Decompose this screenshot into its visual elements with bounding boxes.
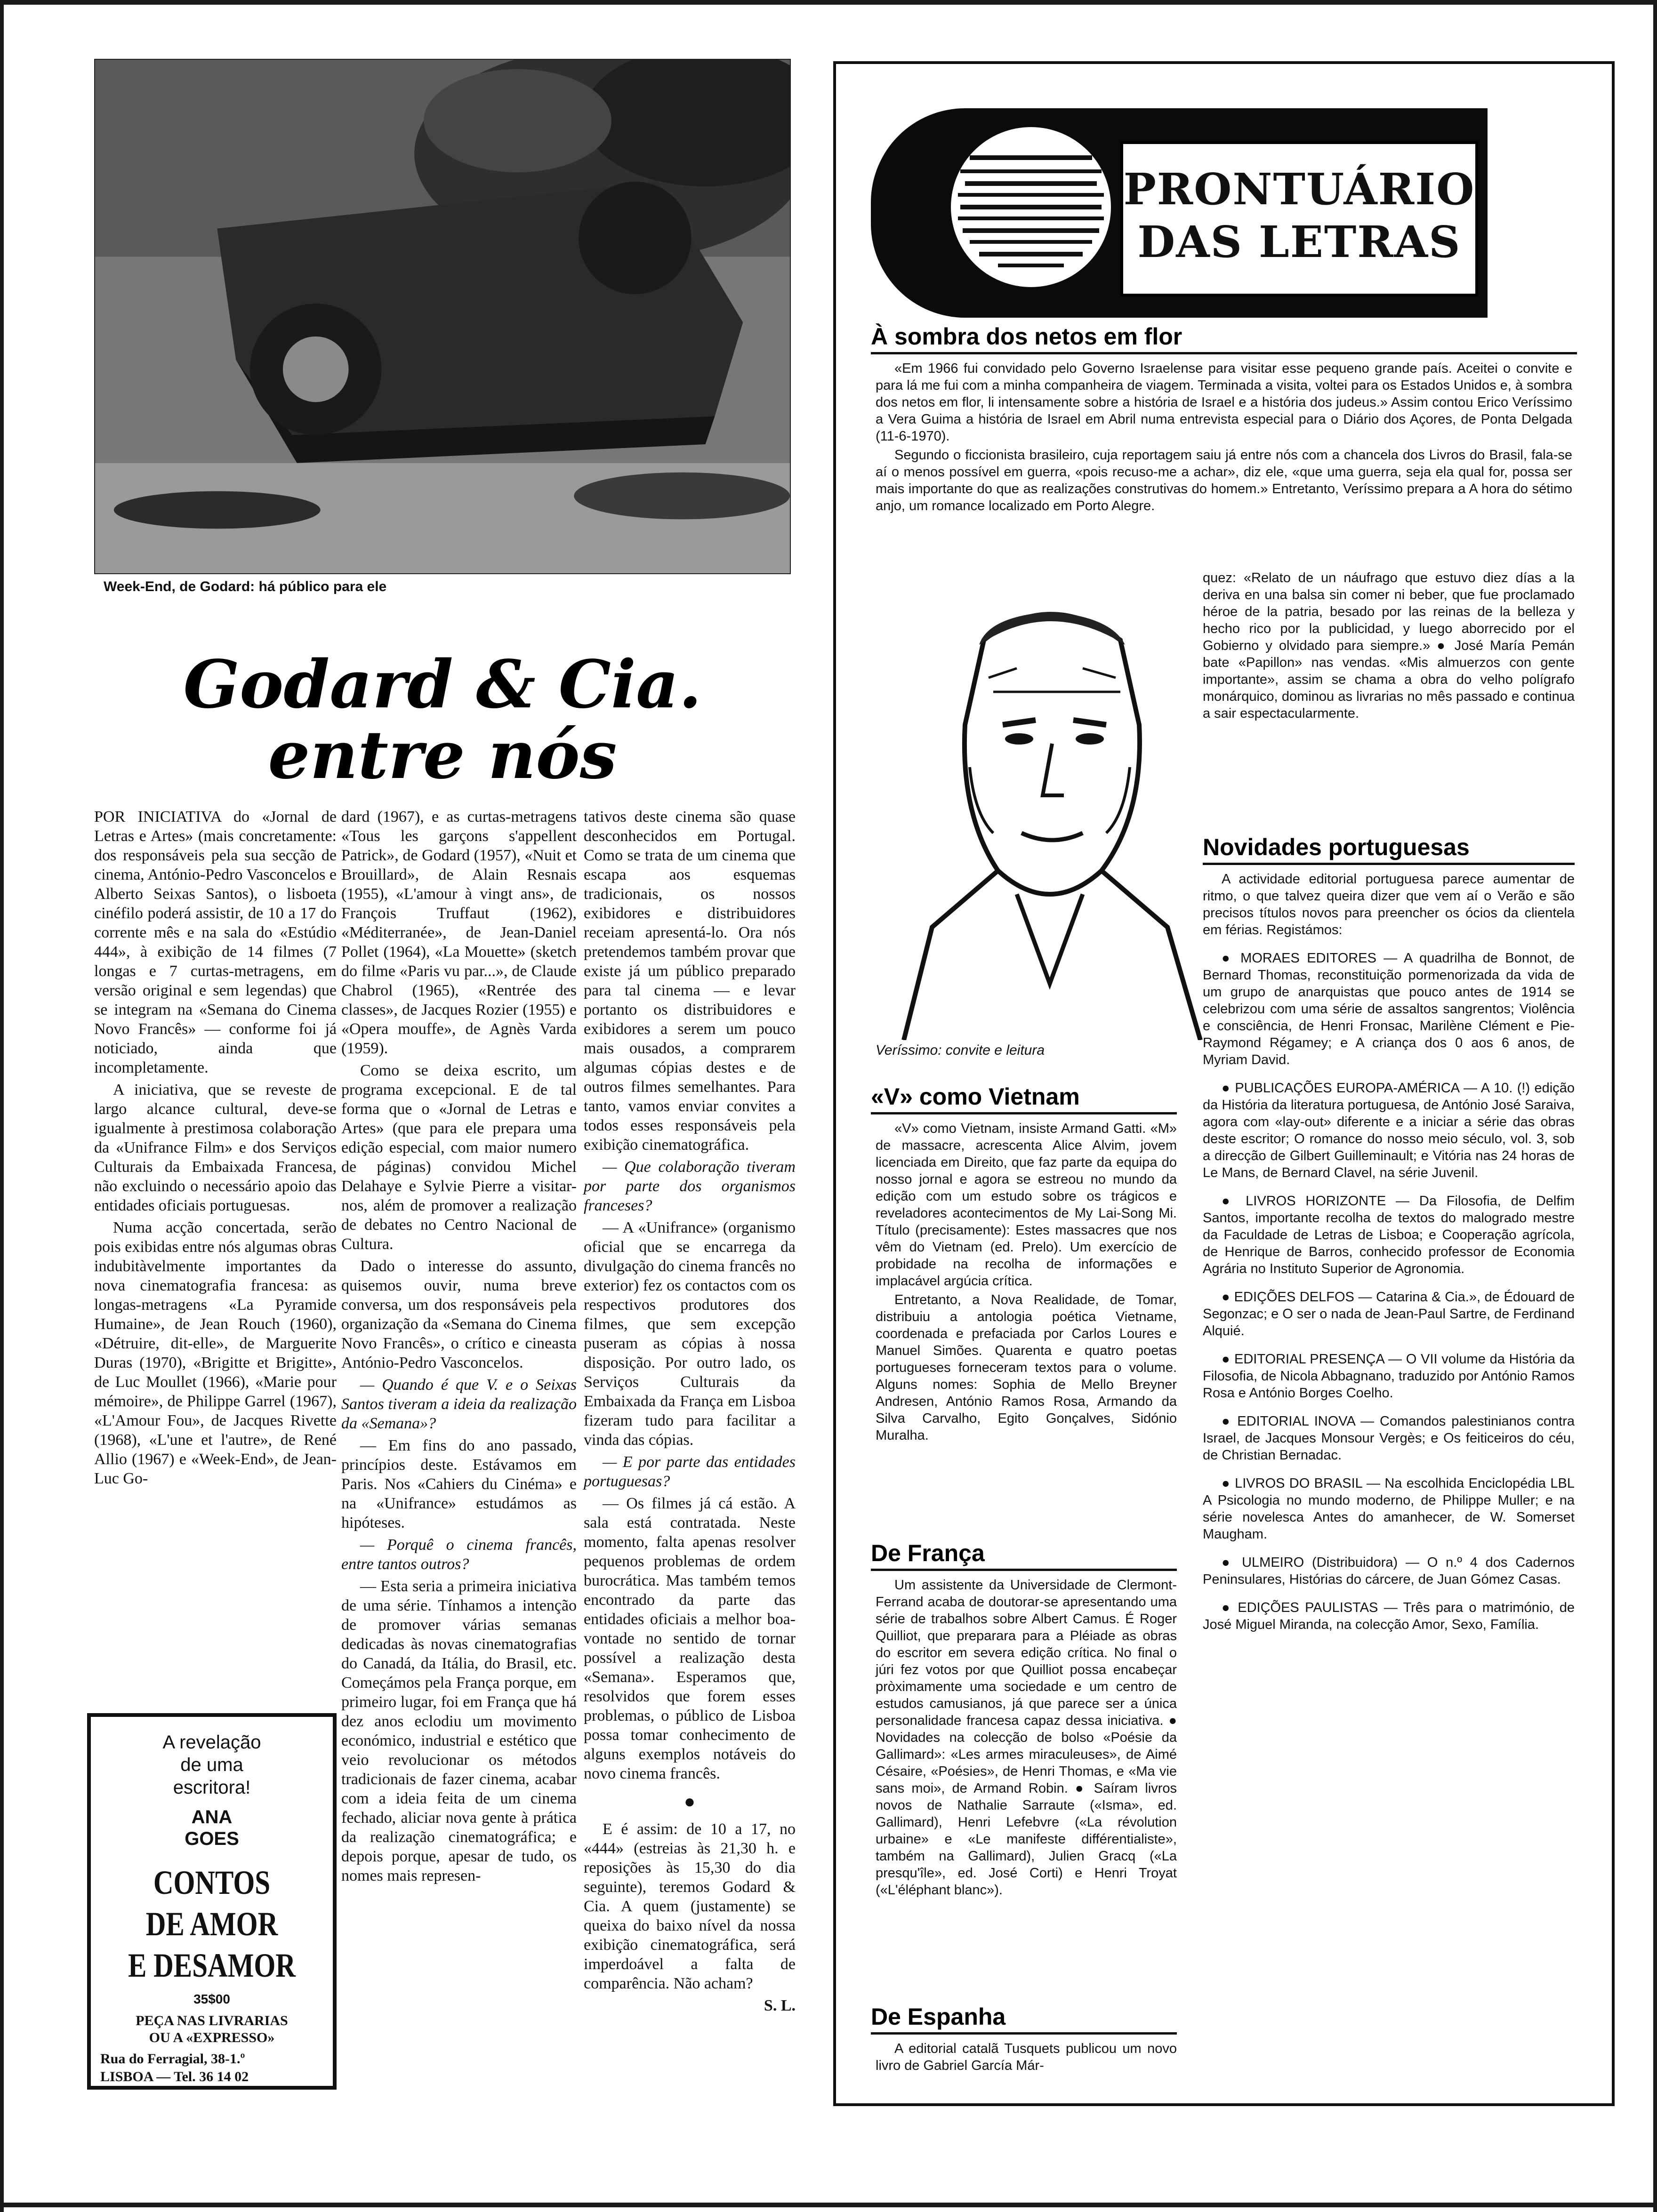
interview-question: — Porquê o cinema francês, entre tantos outros? — [341, 1536, 577, 1573]
article-paragraph: A iniciativa, que se reveste de largo alcance cultural, deve-se igualmente à prestimosa colaboração da «Unifrance Film» e dos Serviços Culturais da Embaixada Francesa, não excluindo o necessário apoio das entidades oficiais portuguesas. — [94, 1081, 337, 1214]
interview-question: — E por parte das entidades portuguesas? — [584, 1453, 796, 1490]
espanha-paragraph: A editorial catalã Tusquets publicou um novo livro de Gabriel García Már- — [876, 2041, 1177, 2073]
ad-address-2: LISBOA — Tel. 36 14 02 — [100, 2069, 249, 2084]
portrait-caption: Veríssimo: convite e leitura — [876, 1042, 1045, 1058]
section-rule — [1203, 863, 1575, 865]
ad-tagline-3: escritora! — [173, 1777, 251, 1798]
section-heading-novidades: Novidades portuguesas — [1203, 834, 1470, 860]
sombra-text — [876, 360, 1572, 516]
author-signature: S. L. — [764, 1997, 796, 2014]
vietnam-text — [876, 1120, 1177, 1446]
article-paragraph: Como se deixa escrito, um programa excepcional. E de tal forma que o «Jornal de Letras e Artes» (que para ele preparа uma edição especial, com maior numero de páginas) convidou Michel Delahaye e Sylvie Pierre a visitar-nos, além de promover a realização de debates no Centro Nacional de Cultura. — [341, 1062, 577, 1253]
ad-tagline-2: de uma — [180, 1755, 243, 1775]
interview-answer: — A «Unifrance» (organismo oficial que se encarrega da divulgação do cinema francês no exterior) fez os contactos com os respectivos produtores dos filmes, que sem excepção puseram as cópias à nossa disposição. Por outro lado, os Serviços Culturais da Embaixada da França em Lisboa fizeram tudo para facilitar a vinda das cópias. — [584, 1219, 796, 1449]
ad-author-first: ANA — [191, 1807, 233, 1827]
photo-caption: Week-End, de Godard: há público para ele — [104, 579, 387, 594]
article-paragraph: Dado o interesse do assunto, quisemos ouvir, numa breve conversa, um dos responsáveis pela organização da «Semana do Cinema Novo Francês», o crítico e cineasta António-Pedro Vasconcelos. — [341, 1258, 577, 1371]
novidades-item: ● EDITORIAL PRESENÇA — O VII volume da História da Filosofia, de Nicola Abbagnano, traduzido por António Ramos Rosa e António Borges Coelho. — [1203, 1352, 1575, 1401]
novidades-intro: A actividade editorial portuguesa parece aumentar de ritmo, o que talvez queira dizer que vem aí o Verão e são precisos títulos novos para preencher os ócios da clientela em férias. Registámos: — [1203, 872, 1575, 938]
page-bottom-rule — [0, 2203, 1657, 2207]
headline-line-2: entre nós — [268, 717, 617, 794]
ad-address-1: Rua do Ferragial, 38-1.º — [100, 2051, 245, 2067]
franca-text — [876, 1577, 1177, 1900]
interview-question: — Quando é que V. e o Seixas Santos tiveram a ideia da realização da «Semana»? — [341, 1376, 577, 1432]
section-heading-franca: De França — [871, 1540, 985, 1566]
ad-author-last: GOES — [185, 1828, 239, 1849]
article-column-3 — [584, 807, 796, 2018]
article-column-2 — [341, 807, 577, 1888]
article-headline — [94, 646, 791, 794]
book-advertisement — [87, 1713, 337, 2090]
section-separator-dot: ● — [684, 1791, 696, 1812]
sombra-paragraph: Segundo o ficcionista brasileiro, cuja reportagem saiu já entre nós com a chancela dos Livros do Brasil, fala-se aí o menos possível em guerra, «pois recuso-me a achar», diz ele, «que uma guerra, seja ela qual for, possa ser mais importante do que as realizações construtivas do homem.» Entretanto, Veríssimo prepara a A hora do sétimo anjo, um romance localizado em Porto Alegre. — [876, 448, 1572, 513]
page-right-edge — [1653, 0, 1657, 2212]
peman-text — [1203, 569, 1575, 724]
article-paragraph: Numa acção concertada, serão pois exibidas entre nós algumas obras indubitàvelmente importantes da nova cinematografia francesa: as longas-metragens «La Pyramide Humaine», de Jean Rouch (1960), «Détruire, dit-elle», de Marguerite Duras (1970), «Brigitte et Brigitte», de Luc Moullet (1966), «Marie pour mémoire», de Philippe Garrel (1967), «L'Amour Fou», de Jacques Rivette (1968), «L'une et l'autre», de René Allio (1967) e «Week-End», de Jean-Luc Go- — [94, 1219, 337, 1487]
franca-paragraph: Um assistente da Universidade de Clermont-Ferrand acaba de doutorar-se apresentando uma série de trabalhos sobre Albert Camus. É Roger Quilliot, que preparara para a Pléiade as obras do escritor em severa edição crítica. No final o júri fez votos por que Quilliot possa encabeçar pròximamente uma sociedade e um centro de estudos camusianos, já que parece ser a única personalidade francesa capaz dessa iniciativa. ● Novidades na colecção de bolso «Poésie da Gallimard»: «Les armes miraculeuses», de Aimé Césaire, «Poésies», de Henri Thomas, e «Ma vie sans moi», de Armand Robin. ● Saíram livros novos de Nathalie Sarraute («Isma», ed. Gallimard), Henri Lefebvre («La révolution urbaine» e «Le manifeste différentialiste», também na Gallimard), Julien Gracq («La presqu'île», ed. José Corti) e Henri Troyat («L'éléphant blanc»). — [876, 1578, 1177, 1898]
interview-answer: — Os filmes já cá estão. A sala está contratada. Neste momento, falta apenas resolver pequenos problemas de ordem burocrática. Mas também temos encontrado da parte das entidades oficiais a melhor boa-vontade no sentido de tornar possível a realização desta «Semana». Esperamos que, resolvidos que forem esses problemas, o público de Lisboa possa tomar conhecimento de alguns exemplos notáveis do novo cinema francês. — [584, 1495, 796, 1782]
prontuario-title-line-1: PRONTUÁRIO — [1123, 164, 1475, 215]
novidades-item: ● EDIÇÕES PAULISTAS — Três para o matrimónio, de José Miguel Miranda, na colecção Amor, Sexo, Família. — [1203, 1600, 1575, 1632]
article-paragraph: dard (1967), e as curtas-metragens «Tous les garçons s'appellent Patrick», de Godard (1957), «Nuit et Brouillard», de Alain Resnais (1955), «L'amour à vingt ans», de François Truffaut (1962), «Méditerranée», de Jean-Daniel Pollet (1964), «La Mouette» (sketch do filme «Paris vu par...», de Claude Chabrol (1965), «Rentrée des classes», de Jacques Rozier (1955) e «Opera mouffe», de Agnès Varda (1959). — [341, 808, 577, 1057]
article-paragraph: E é assim: de 10 a 17, no «444» (estreias às 21,30 h. e reposições às 15,30 do dia seguinte), teremos Godard & Cia. A quem (justamente) se queixa do baixo nível da nossa exibição cinematográfica, será imperdoável a falta de comparência. Não acham? — [584, 1820, 796, 1992]
section-heading-vietnam: «V» como Vietnam — [871, 1083, 1080, 1110]
vietnam-paragraph: «V» como Vietnam, insiste Armand Gatti. «M» de massacre, acrescenta Alice Alvim, jovem licenciada em Direito, que faz parte da equipa do nosso jornal e agora se estreou no mundo da edição com um estudo sobre os trágicos e reveladores acontecimentos de My Lai-Song Mi. Título (precisamente): Estes massacres que nos vêm do Vietnam (ed. Prelo). Um exercício de probidade na recolha de informações e implacável argúcia crítica. — [876, 1121, 1177, 1289]
verissimo-portrait — [876, 569, 1224, 1040]
article-column-1 — [94, 807, 337, 1491]
section-rule — [871, 2032, 1177, 2035]
page-top-rule — [0, 0, 1657, 5]
interview-question: — Que colaboração tiveram por parte dos organismos franceses? — [584, 1158, 796, 1214]
espanha-text — [876, 2040, 1177, 2076]
interview-answer: — Em fins do ano passado, princípios deste. Estávamos em Paris. Nos «Cahiers du Cinéma» e na «Unifrance» estudámos as hipóteses. — [341, 1437, 577, 1531]
section-rule — [871, 352, 1577, 354]
prontuario-title — [1120, 141, 1478, 297]
novidades-item: ● PUBLICAÇÕES EUROPA-AMÉRICA — A 10. (!) edição da História da literatura portuguesa, de António José Saraiva, agora com «lay-out» diferente e a iniciar a série das obras deste escritor; O romance do nosso meio século, vol. 3, sob a direcção de Gilbert Guilleminault; e Vitória nas 24 horas de Le Mans, de Bernard Clavel, na série Juvenil. — [1203, 1081, 1575, 1180]
ad-book-title-3: E DESAMOR — [128, 1947, 296, 1984]
section-heading-espanha: De Espanha — [871, 2004, 1006, 2030]
ad-book-title-1: CONTOS — [153, 1864, 271, 1901]
headline-line-1: Godard & Cia. — [183, 646, 702, 723]
weekend-film-photo — [94, 59, 791, 574]
peman-paragraph: quez: «Relato de un náufrago que estuvo diez días a la deriva en una balsa sin comer ni beber, que fue proclamado héroe de la patria, besado por las reinas de la belleza y hecho rico por la publicidad, y luego aborrecido por el Gobierno y olvidado para siempre.» ● José María Pemán bate «Papillon» nas vendas. «Mis almuerzos con gente importante», assim se chama a obra do velho polígrafo monárquico, dominou as livrarias no mês passado e continua a sair espectacularmente. — [1203, 570, 1575, 721]
novidades-item: ● ULMEIRO (Distribuidora) — O n.º 4 dos Cadernos Peninsulares, Histórias do cárcere, de Juan Gómez Casas. — [1203, 1555, 1575, 1587]
sombra-paragraph: «Em 1966 fui convidado pelo Governo Israelense para visitar esse pequeno grande país. Aceitei o convite e para lá me fui com a minha companheira de viagem. Terminada a visita, voltei para os Estados Unidos e, à sombra dos netos em flor, li intensamente sobre a história de Israel e a história dos judeus.» Assim contou Erico Veríssimo a Vera Guima a história de Israel em Abril numa entrevista especial para o Diário dos Açores, de Ponta Delgada (11-6-1970). — [876, 361, 1572, 444]
section-rule — [871, 1569, 1177, 1571]
novidades-item: ● MORAES EDITORES — A quadrilha de Bonnot, de Bernard Thomas, reconstituição pormenorizada da vida de um grupo de anarquistas que pouco antes de 1914 se celebrizou com uma série de assaltos sangrentos; Violência e consciência, de Henri Fronsac, Marilène Clément e Pie-Raymond Régamey; e A criança dos 0 aos 6 anos, de Myriam David. — [1203, 951, 1575, 1067]
ad-price: 35$00 — [193, 1992, 230, 2006]
ad-book-title-2: DE AMOR — [145, 1905, 278, 1943]
novidades-item: ● LIVROS HORIZONTE — Da Filosofia, de Delfim Santos, importante recolha de textos do malogrado mestre da Faculdade de Letras de Lisboa; e Cooperação agrícola, de Henrique de Barros, conhecido professor de Economia Agrária no Instituto Superior de Agronomia. — [1203, 1194, 1575, 1276]
ad-tagline-1: A revelação — [162, 1732, 261, 1753]
page-left-edge — [0, 0, 4, 2212]
ad-order-line-1: PEÇA NAS LIVRARIAS — [136, 2013, 288, 2028]
newsprint-collage-icon — [951, 127, 1111, 287]
interview-answer: — Esta seria a primeira iniciativa de uma série. Tínhamos a intenção de promover várias semanas dedicadas às novas cinematografias do Canadá, da Itália, do Brasil, etc. Começámos pela França porque, em primeiro lugar, foi em França que há dez anos eclodiu um movimento económico, industrial e estético que veio revolucionar os métodos tradicionais de fazer cinema, acabar com a ideia feita de um cinema fechado, aliciar nova gente à prática da realização cinematográfica; e depois porque, apesar de tudo, os nomes mais represen- — [341, 1578, 577, 1884]
section-heading-sombra: À sombra dos netos em flor — [871, 323, 1182, 350]
article-paragraph: POR INICIATIVA do «Jornal de Letras e Artes» (mais concretamente: dos responsáveis pela sua secção de cinema, António-Pedro Vasconcelos e Alberto Seixas Santos), o lisboeta cinéfilo poderá assistir, de 10 a 17 do corrente mês e na sala do «Estúdio 444», à exibição de 14 filmes (7 longas e 7 curtas-metragens, em versão original e sem legendas) que se integram na «Semana do Cinema Novo Francês» — conforme foi já noticiado, ainda que incompletamente. — [94, 808, 337, 1076]
novidades-text — [1203, 871, 1575, 1635]
novidades-item: ● EDIÇÕES DELFOS — Catarina & Cia.», de Édouard de Segonzac; e O ser o nada de Jean-Paul Sartre, de Ferdinand Alquié. — [1203, 1290, 1575, 1338]
vietnam-paragraph: Entretanto, a Nova Realidade, de Tomar, distribuiu a antologia poética Vietname, coordenada e prefaciada por Carlos Loures e Manuel Simões. Quarenta e quatro poetas portugueses forneceram textos para o volume. Alguns nomes: Sophia de Mello Breyner Andresen, António Ramos Rosa, Armando da Silva Carvalho, Egito Gonçalves, Sidónio Muralha. — [876, 1292, 1177, 1443]
prontuario-title-line-2: DAS LETRAS — [1137, 216, 1461, 267]
interview-answer: tativos deste cinema são quase desconhecidos em Portugal. Como se trata de um cinema que escapa aos esquemas tradicionais, os nossos exibidores e distribuidores receiam apresentá-lo. Ora nós pretendemos também provar que existe já um público preparado para tal cinema — e levar portanto os distribuidores e exibidores a serem um pouco mais ousados, a comprarem algumas cópias destes e de outros filmes semelhantes. Para tanto, vamos enviar convites a todos esses responsáveis pela exibição cinematográfica. — [584, 808, 796, 1154]
section-rule — [871, 1112, 1177, 1114]
novidades-item: ● LIVROS DO BRASIL — Na escolhida Enciclopédia LBL A Psicologia no mundo moderno, de Philippe Muller; e na série novelesca Antes do amanhecer, de W. Somerset Maugham. — [1203, 1476, 1575, 1542]
ad-order-line-2: OU A «EXPRESSO» — [149, 2030, 275, 2045]
novidades-item: ● EDITORIAL INOVA — Comandos palestinianos contra Israel, de Jacques Monsour Vergès; e Os feiticeiros do céu, de Christian Bernadac. — [1203, 1414, 1575, 1463]
